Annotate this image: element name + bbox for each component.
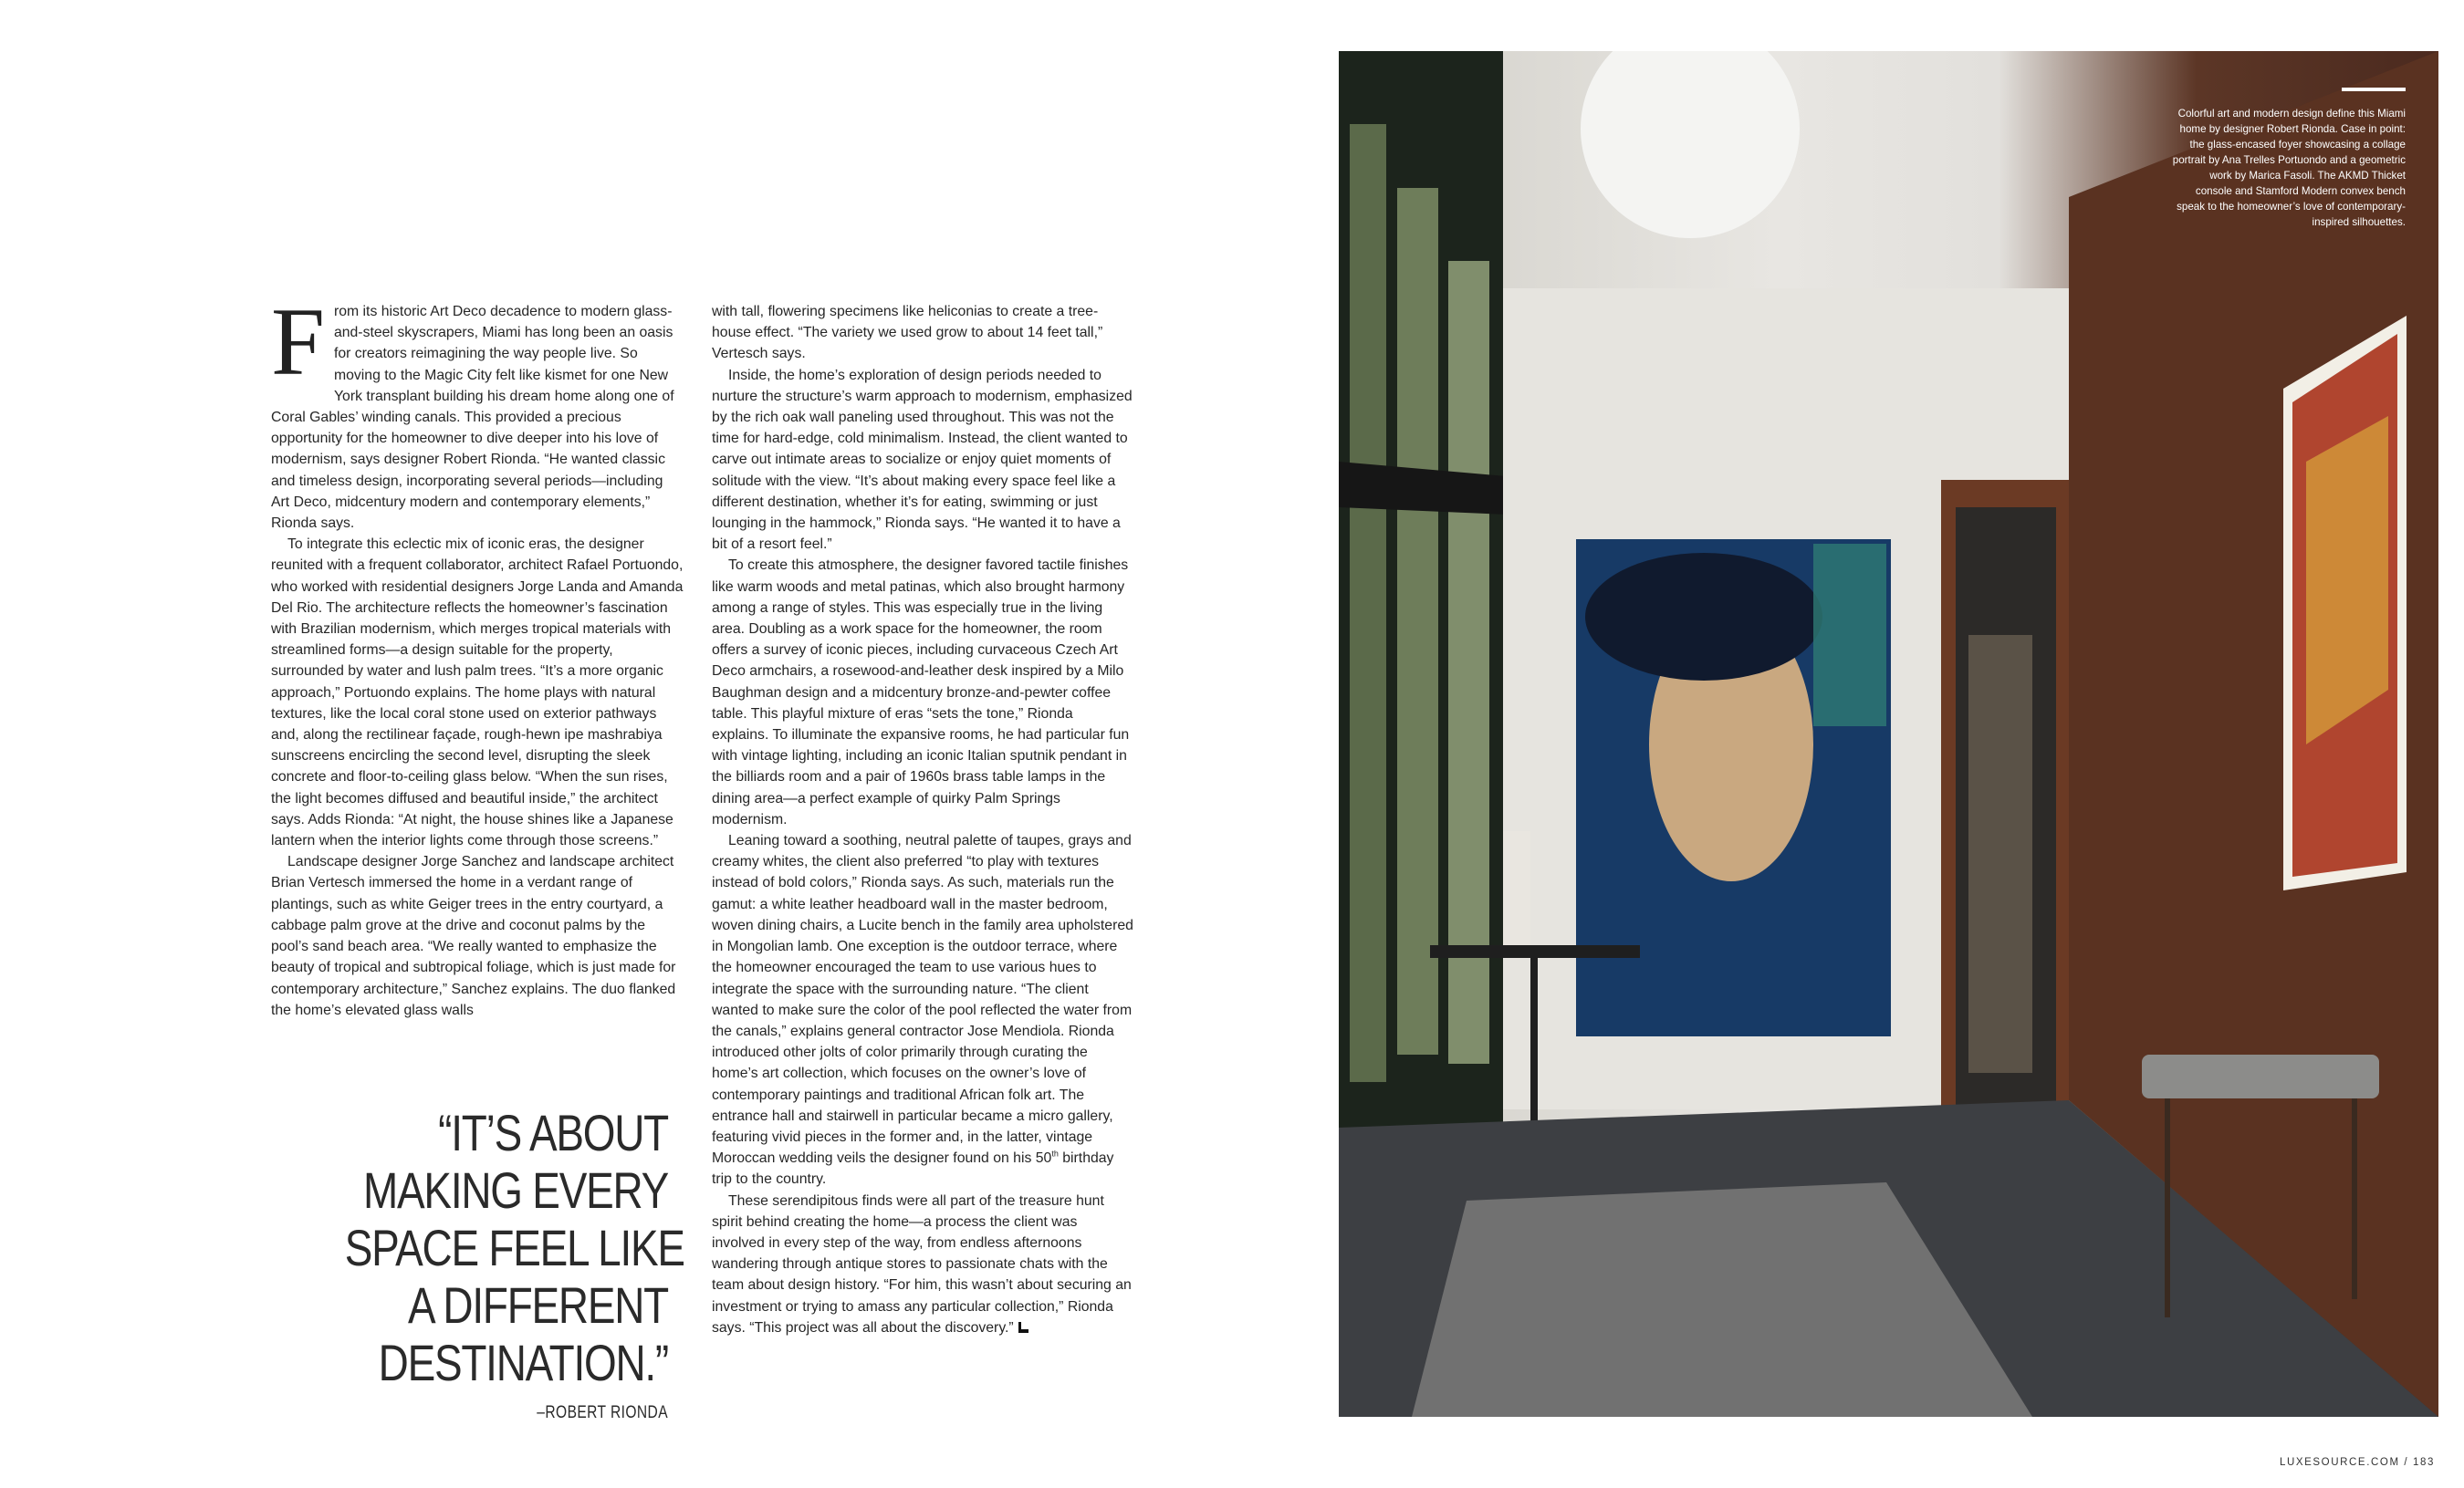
- pull-quote: [344, 1104, 684, 1424]
- article-paragraph: Landscape designer Jorge Sanchez and landscape architect Brian Vertesch immersed the home in a verdant range of plantings, such as white Geiger trees in the entry courtyard, a cabbage palm grove at the drive and coconut palms by the pool’s sand beach area. “We really wanted to emphasize the beauty of tropical and subtropical foliage, which is just made for contemporary architecture,” Sanchez explains. The duo flanked the home’s elevated glass walls: [271, 854, 676, 1018]
- article-paragraph: Inside, the home’s exploration of design periods needed to nurture the structure’s warm approach to modernism, emphasized by the rich oak wall paneling used throughout. This was not the time for hard-edge, cold minimalism. Instead, the client wanted to carve out intimate areas to socialize or enjoy quiet moments of solitude with the view. “It’s about making every space feel like a different destination, whether it’s for eating, swimming or just lounging in the hammock,” Rionda says. “He wanted it to have a bit of a resort feel.”: [712, 367, 1133, 553]
- vase: [1503, 831, 1530, 945]
- article-paragraph: [712, 1191, 1133, 1338]
- pull-quote-attribution: –ROBERT RIONDA: [537, 1403, 668, 1422]
- article-text: rom its historic Art Deco decadence to modern glass-and-steel skyscrapers, Miami has long been an oasis for creators reimagining the way people live. So moving to the Magic City felt like kismet for one New York transplant building his dream home along one of Coral Gables’ winding canals. This provided a precious opportunity for the homeowner to dive deeper into his love of modernism, says designer Robert Rionda. “He wanted classic and timeless design, incorporating several periods—including Art Deco, midcentury modern and contemporary elements,” Rionda says.: [271, 304, 674, 532]
- article-column-right: [712, 301, 1133, 1338]
- portrait-hair: [1585, 553, 1822, 681]
- pull-quote-line: A DIFFERENT: [408, 1276, 668, 1334]
- screen-door: [1968, 635, 2032, 1073]
- pull-quote-line: DESTINATION.”: [378, 1334, 668, 1391]
- pull-quote-line: “IT’S ABOUT: [438, 1104, 668, 1161]
- page-folio: LUXESOURCE.COM / 183: [2279, 1457, 2435, 1468]
- article-text: Leaning toward a soothing, neutral palette of taupes, grays and creamy whites, the client also preferred “to play with textures instead of bold colors,” Rionda says. As such, materials run the gamut: a white leather headboard wall in the master bedroom, woven dining chairs, a Lucite bench in the family area upholstered in Mongolian lamb. One exception is the outdoor terrace, where the homeowner encouraged the team to use various hues to integrate the space with the surrounding nature. “The client wanted to make sure the color of the pool reflected the water from the canals,” explains general contractor Jose Mendiola. Rionda introduced other jolts of color primarily through curating the home’s art collection, which focuses on the owner’s love of contemporary paintings and traditional African folk art. The entrance hall and stairwell in particular became a micro gallery, featuring vivid pieces in the former and, in the latter, vintage Moroccan wedding veils the designer found on his 50: [712, 833, 1133, 1167]
- bench: [2142, 1055, 2379, 1098]
- photo-caption: Colorful art and modern design define this Miami home by designer Robert Rionda. Case in point: the glass-encased foyer showcasing a collage portrait by Ana Trelles Portuondo and a geometric work by Marica Fasoli. The AKMD Thicket console and Stamford Modern convex bench speak to the homeowner’s love of contemporary-inspired silhouettes.: [2172, 108, 2406, 228]
- article-text: These serendipitous finds were all part of the treasure hunt spirit behind creating the home—a process the client was involved in every step of the way, from endless afternoons wandering through antique stores to passionate chats with the team about design history. “For him, this wasn’t about securing an investment or trying to amass any particular collection,” Rionda says. “This project was all about the discovery.”: [712, 1192, 1132, 1336]
- caption-rule: [2342, 88, 2406, 91]
- drop-cap: F: [271, 288, 325, 395]
- superscript: th: [1051, 1149, 1059, 1159]
- console-table: [1430, 945, 1640, 958]
- article-paragraph: [712, 830, 1133, 1190]
- portrait-accent: [1813, 544, 1886, 726]
- pull-quote-line: MAKING EVERY: [363, 1161, 668, 1219]
- article-paragraph: To create this atmosphere, the designer favored tactile finishes like warm woods and metal patinas, which also brought harmony among a range of styles. This was especially true in the living area. Doubling as a work space for the homeowner, the room offers a survey of iconic pieces, including curvaceous Czech Art Deco armchairs, a rosewood-and-leather desk inspired by a Milo Baughman design and a midcentury bronze-and-pewter coffee table. This playful mixture of eras “sets the tone,” Rionda explains. To illuminate the expansive rooms, he had particular fun with vintage lighting, including an iconic Italian sputnik pendant in the billiards room and a pair of 1960s brass table lamps in the dining area—a perfect example of quirky Palm Springs modernism.: [712, 557, 1130, 827]
- window-pane: [1448, 261, 1489, 1064]
- pull-quote-line: SPACE FEEL LIKE: [344, 1219, 684, 1276]
- article-text: birthday trip to the country.: [712, 1150, 1114, 1188]
- window-pane: [1350, 124, 1386, 1082]
- foyer-photo-illustration: [1339, 51, 2438, 1417]
- article-paragraph: To integrate this eclectic mix of iconic eras, the designer reunited with a frequent collaborator, architect Rafael Portuondo, who worked with residential designers Jorge Landa and Amanda Del Rio. The architecture reflects the homeowner’s fascination with Brazilian modernism, which merges tropical materials with streamlined forms—a design suitable for the property, surrounded by water and lush palm trees. “It’s a more organic approach,” Portuondo explains. The home plays with natural textures, like the local coral stone used on exterior pathways and, along the rectilinear façade, rough-hewn ipe mashrabiya sunscreens encircling the second level, disrupting the sleek concrete and floor-to-ceiling glass below. “When the sun rises, the light becomes diffused and beautiful inside,” the architect says. Adds Rionda: “At night, the house shines like a Japanese lantern when the interior lights come through those screens.”: [271, 536, 684, 849]
- article-paragraph: [271, 288, 684, 534]
- foyer-photo: [1339, 51, 2438, 1417]
- article-paragraph: with tall, flowering specimens like heliconias to create a tree-house effect. “The variety we used grow to about 14 feet tall,” Vertesch says.: [712, 304, 1103, 362]
- bench-leg: [2165, 1098, 2170, 1317]
- window-pane: [1397, 188, 1438, 1055]
- article-column-left: [271, 288, 684, 1021]
- globe-pendant-light: [1581, 51, 1800, 238]
- end-mark-icon: [1018, 1322, 1028, 1333]
- bench-leg: [2352, 1098, 2357, 1299]
- painting-shape: [2306, 416, 2388, 744]
- console-leg: [1530, 958, 1538, 1140]
